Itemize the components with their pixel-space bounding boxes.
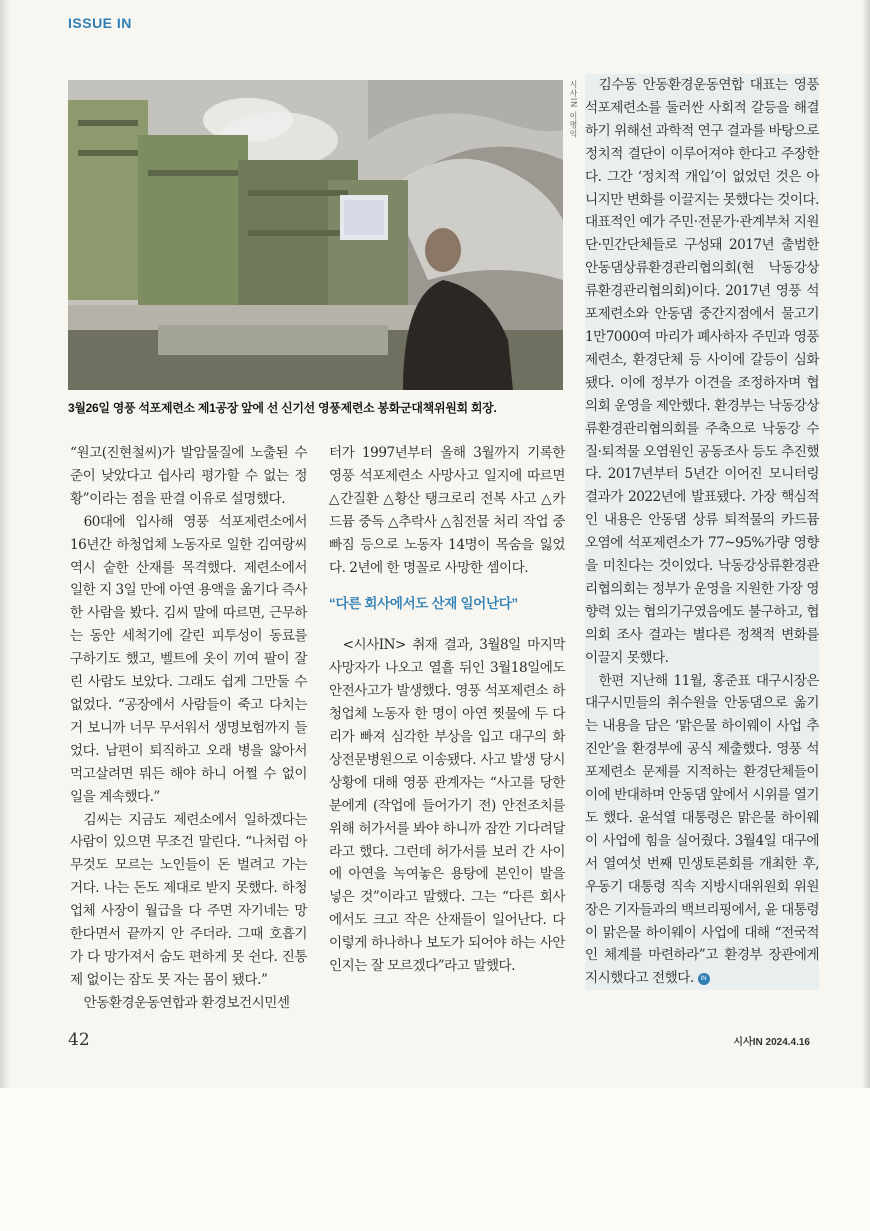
article-paragraph: 안동환경운동연합과 환경보건시민센 [83, 994, 290, 1011]
article-photo [68, 80, 563, 390]
page-right-edge [862, 0, 870, 1088]
article-subheading: “다른 회사에서도 산재 일어난다” [329, 596, 518, 612]
article-paragraph: <시사IN> 취재 결과, 3월8일 마지막 사망자가 나오고 열흘 뒤인 3월18일에도 안전사고가 발생했다. 영풍 석포제련소 하청업체 노동자 한 명이 아연 찟물에 두 다리가 빠져 심각한 부상을 입고 대구의 화상전문병원으로 이송됐다. 사고 발생 당시 상황에 대해 영풍 관계자는 “사고를 당한 분에게 (작업에 들어가기 전) 안전조치를 위해 허가서를 봐야 하니까 잠깐 기다려달라고 했다. 그런데 허가서를 보러 간 사이에 아연을 녹여놓은 용탕에 본인이 발을 넣은 것”이라고 말했다. 그는 “다른 회사에서도 크고 작은 산재들이 일어난다. 다 이렇게 하나하나 보도가 되어야 하는 사안인지는 잘 모르겠다”라고 말했다. [329, 637, 565, 975]
article-paragraph: 김씨는 지금도 제련소에서 일하겠다는 사람이 있으면 무조건 말린다. “나처럼 아무것도 모르는 노인들이 돈 벌려고 가는 거다. 나는 돈도 제대로 받지 못했다. 하청업체 사장이 월급을 다 주면 자기네는 망한다면서 끝까지 안 주더라. 그때 호흡기가 다 망가져서 숨도 편하게 못 쉰다. 진통제 없이는 잠도 못 자는 몸이 됐다.” [70, 811, 307, 988]
page-left-edge [0, 0, 10, 1088]
end-mark-icon: IN [698, 973, 710, 985]
article-paragraph-last [585, 670, 819, 991]
article-paragraph: 60대에 입사해 영풍 석포제련소에서 16년간 하청업체 노동자로 일한 김여랑씨 역시 숱한 산재를 목격했다. 제련소에서 일한 지 3일 만에 아연 용액을 옮기다 즉사한 사람을 봤다. 김씨 말에 따르면, 근무하는 동안 세척기에 갈린 피투성이 동료를 구하기도 했고, 벨트에 옷이 끼여 팔이 잘린 사람도 보았다. 그래도 쉽게 그만둘 수 없었다. “공장에서 사람들이 죽고 다치는 거 보니까 너무 무서워서 생명보험까지 들었다. 남편이 퇴직하고 오래 병을 앓아서 먹고살려면 뭐든 해야 하니 어쩔 수 없이 일을 계속했다.” [70, 513, 307, 805]
article-paragraph: 김수동 안동환경운동연합 대표는 영풍 석포제련소를 둘러싼 사회적 갈등을 해결하기 위해선 과학적 연구 결과를 바탕으로 정치적 결단이 이루어져야 한다고 주장한다. 그간 ‘정치적 개입’이 없었던 것은 아니지만 변화를 이끌지는 못했다는 것이다. 대표적인 예가 주민·전문가·관계부처 지원단·민간단체들로 구성돼 2017년 출범한 안동댐상류환경관리협의회(현 낙동강상류환경관리협의회)이다. 2017년 영풍 석포제련소와 안동댐 중간지점에서 물고기 1만7000여 마리가 폐사하자 주민과 영풍제련소, 환경단체 등 사이에 갈등이 심화됐다. 이에 정부가 이견을 조정하자며 협의회 운영을 제안했다. 환경부는 낙동강상류환경관리협의회를 주축으로 낙동강 수질·퇴적물 오염원인 공동조사 등도 추진했다. 2017년부터 5년간 이어진 모니터링 결과가 2022년에 발표됐다. 가장 핵심적인 내용은 안동댐 상류 퇴적물의 카드뮴 오염에 석포제련소가 77~95%가량 영향을 미친다는 것이었다. 낙동강상류환경관리협의회는 정부가 운영을 지원한 가장 영향력 있는 협의기구였음에도 불구하고, 협의회 조사 결과는 별다른 정책적 변화를 이끌지 못했다. [585, 77, 819, 666]
photo-credit: 시사IN 이명익 [569, 80, 578, 139]
article-paragraph: 터가 1997년부터 올해 3월까지 기록한 영풍 석포제련소 사망사고 일지에 따르면 △간질환 △황산 탱크로리 전복 사고 △카드뮴 중독 △추락사 △침전물 처리 작업 중 빠짐 등으로 노동자 14명이 목숨을 잃었다. 2년에 한 명꼴로 사망한 셈이다. [329, 445, 565, 576]
issue-folio: 시사IN 2024.4.16 [733, 1037, 810, 1048]
factory-photo-illustration [68, 80, 563, 390]
article-paragraph: “원고(진현철씨)가 발암물질에 노출된 수준이 낮았다고 쉽사리 평가할 수 없는 정황”이라는 점을 판결 이유로 설명했다. [70, 445, 307, 507]
article-column-3 [585, 74, 819, 990]
photo-caption: 3월26일 영풍 석포제련소 제1공장 앞에 선 신기선 영풍제련소 봉화군대책위원회 회장. [68, 401, 497, 415]
article-column-1 [70, 442, 307, 1015]
section-label: ISSUE IN [68, 15, 132, 31]
article-paragraph-text: 한편 지난해 11월, 홍준표 대구시장은 대구시민들의 취수원을 안동댐으로 옮기는 내용을 담은 ‘맑은물 하이웨이 사업 추진안’을 환경부에 공식 제출했다. 영풍 석포제련소 문제를 지적하는 환경단체들이 이에 반대하며 안동댐 앞에서 시위를 열기도 했다. 윤석열 대통령은 맑은물 하이웨이 사업에 힘을 실어줬다. 3월4일 대구에서 열여섯 번째 민생토론회를 개최한 후, 우동기 대통령 직속 지방시대위원회 위원장은 기자들과의 백브리핑에서, 윤 대통령이 맑은물 하이웨이 사업에 대해 “전국적인 체계를 마련하라”고 환경부 장관에게 지시했다고 전했다. [585, 672, 819, 987]
article-column-2 [329, 442, 565, 978]
page-number: 42 [68, 1030, 90, 1050]
